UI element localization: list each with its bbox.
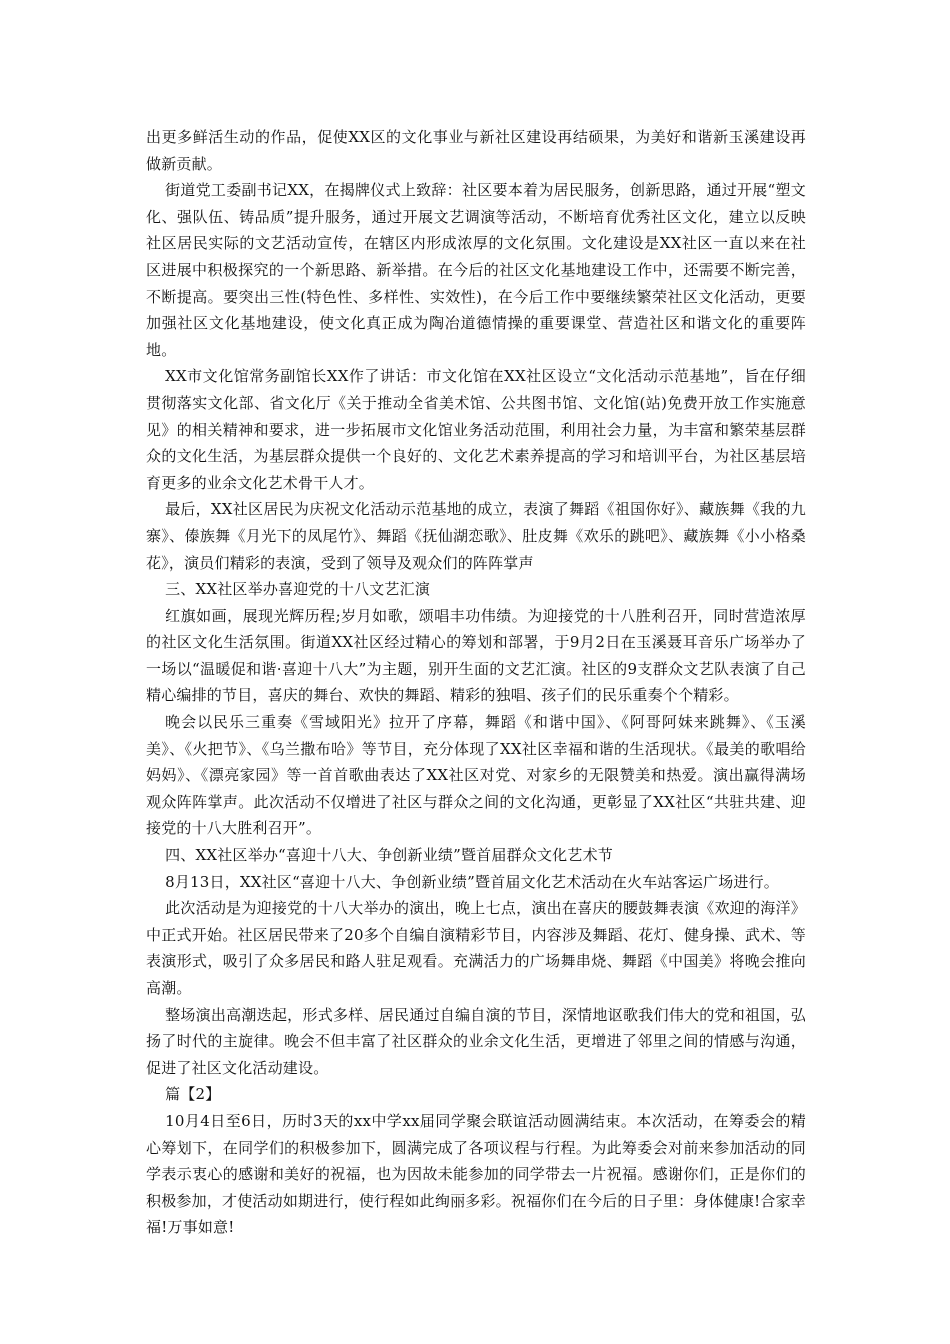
paragraph-residents-performance: 最后，XX社区居民为庆祝文化活动示范基地的成立，表演了舞蹈《祖国你好》、藏族舞《我的九寨》、傣族舞《月光下的凤尾竹》、舞蹈《抚仙湖恋歌》、肚皮舞《欢乐的跳吧》、藏族舞《小小格桑花》，演员们精彩的表演，受到了领导及观众们的阵阵掌声 xyxy=(146,500,806,572)
paragraph-gala-program: 晚会以民乐三重奏《雪域阳光》拉开了序幕，舞蹈《和谐中国》、《阿哥阿妹来跳舞》、《玉溪美》、《火把节》、《乌兰撒布哈》等节目，充分体现了XX社区幸福和谐的生活现状。《最美的歌唱给妈妈》、《漂亮家园》等一首首歌曲表达了XX社区对党、对家乡的无限赞美和热爱。演出赢得满场观众阵阵掌声。此次活动不仅增进了社区与群众之间的文化沟通，更彰显了XX社区“共驻共建、迎接党的十八大胜利召开”。 xyxy=(146,713,806,838)
document-body xyxy=(146,124,806,1241)
paragraph-festival-performance: 此次活动是为迎接党的十八大举办的演出，晚上七点，演出在喜庆的腰鼓舞表演《欢迎的海洋》中正式开始。社区居民带来了20多个自编自演精彩节目，内容涉及舞蹈、花灯、健身操、武术、等表演形式，吸引了众多居民和路人驻足观看。充满活力的广场舞串烧、舞蹈《中国美》将晚会推向高潮。 xyxy=(146,899,806,997)
paragraph-continuation: 出更多鲜活生动的作品，促使XX区的文化事业与新社区建设再结硕果，为美好和谐新玉溪建设再做新贡献。 xyxy=(146,128,806,173)
paragraph-culture-center-speech: XX市文化馆常务副馆长XX作了讲话：市文化馆在XX社区设立“文化活动示范基地”，旨在仔细贯彻落实文化部、省文化厅《关于推动全省美术馆、公共图书馆、文化馆(站)免费开放工作实施意见》的相关精神和要求，进一步拓展市文化馆业务活动范围，利用社会力量，为丰富和繁荣基层群众的文化生活，为基层群众提供一个良好的、文化艺术素养提高的学习和培训平台，为社区基层培育更多的业余文化艺术骨干人才。 xyxy=(146,367,806,492)
paragraph-reunion: 10月4日至6日，历时3天的xx中学xx届同学聚会联谊活动圆满结束。本次活动，在筹委会的精心筹划下，在同学们的积极参加下，圆满完成了各项议程与行程。为此筹委会对前来参加活动的同学表示衷心的感谢和美好的祝福，也为因故未能参加的同学带去一片祝福。感谢你们，正是你们的积极参加，才使活动如期进行，使行程如此绚丽多彩。祝福你们在今后的日子里：身体健康!合家幸福!万事如意! xyxy=(146,1111,806,1237)
paragraph-festival-date: 8月13日，XX社区“喜迎十八大、争创新业绩”暨首届文化艺术活动在火车站客运广场进行。 xyxy=(165,872,780,891)
paragraph-gala-intro: 红旗如画，展现光辉历程;岁月如歌，颂唱丰功伟绩。为迎接党的十八胜利召开，同时营造浓厚的社区文化生活氛围。街道XX社区经过精心的筹划和部署，于9月2日在玉溪聂耳音乐广场举办了一场以“温暖促和谐·喜迎十八大”为主题，别开生面的文艺汇演。社区的9支群众文艺队表演了自己精心编排的节目，喜庆的舞台、欢快的舞蹈、精彩的独唱、孩子们的民乐重奏个个精彩。 xyxy=(146,606,806,705)
paragraph-deputy-secretary-speech: 街道党工委副书记XX，在揭牌仪式上致辞：社区要本着为居民服务，创新思路，通过开展“塑文化、强队伍、铸品质”提升服务，通过开展文艺调演等活动，不断培育优秀社区文化，建立以反映社区居民实际的文艺活动宣传，在辖区内形成浓厚的文化氛围。文化建设是XX社区一直以来在社区进展中积极探究的一个新思路、新举措。在今后的社区文化基地建设工作中，还需要不断完善，不断提高。要突出三性(特色性、多样性、实效性)，在今后工作中要继续繁荣社区文化活动，更要加强社区文化基地建设，使文化真正成为陶冶道德情操的重要课堂、营造社区和谐文化的重要阵地。 xyxy=(146,181,806,359)
section-heading-four: 四、XX社区举办“喜迎十八大、争创新业绩”暨首届群众文化艺术节 xyxy=(165,846,613,865)
article-part-heading: 篇【2】 xyxy=(165,1085,221,1104)
section-heading-three: 三、XX社区举办喜迎党的十八文艺汇演 xyxy=(165,580,431,599)
paragraph-festival-summary: 整场演出高潮迭起，形式多样、居民通过自编自演的节目，深情地讴歌我们伟大的党和祖国，弘扬了时代的主旋律。晚会不但丰富了社区群众的业余文化生活，更增进了邻里之间的情感与沟通，促进了社区文化活动建设。 xyxy=(146,1005,806,1077)
